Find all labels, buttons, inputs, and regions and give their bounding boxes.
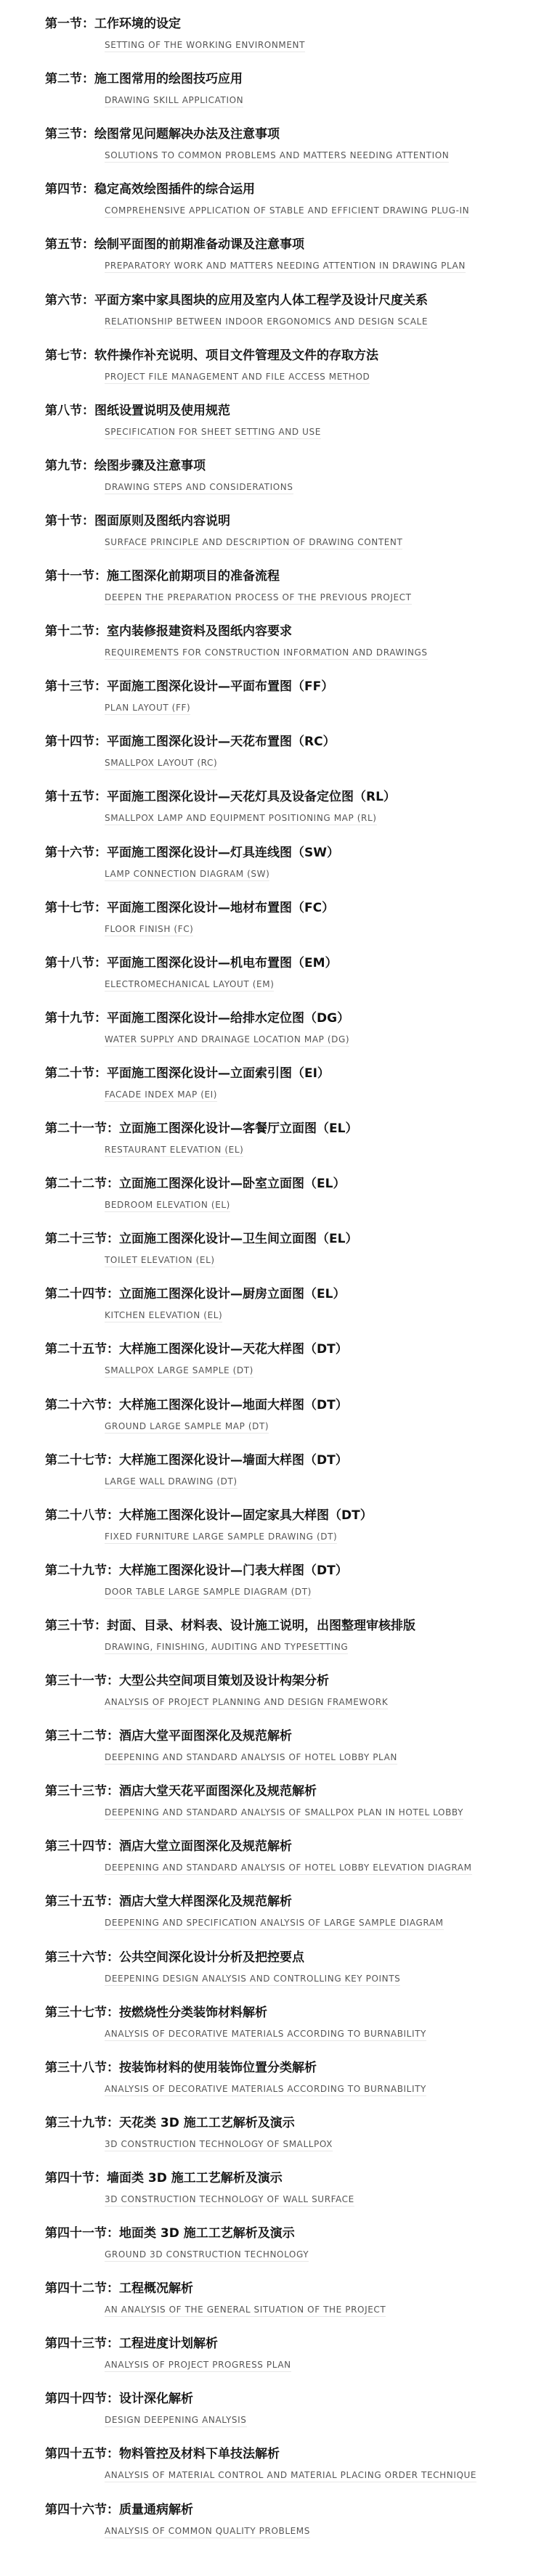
- toc-entry: [45, 1286, 552, 1334]
- section-title: 第三十一节：大型公共空间项目策划及设计构架分析: [45, 1674, 329, 1688]
- section-title: 第二十五节：大样施工图深化设计—天花大样图（DT）: [45, 1342, 348, 1357]
- section-title: 第九节：绘图步骤及注意事项: [45, 458, 206, 473]
- section-subtitle: WATER SUPPLY AND DRAINAGE LOCATION MAP (DG): [105, 1034, 350, 1044]
- section-title: 第十九节：平面施工图深化设计—给排水定位图（DG）: [45, 1010, 350, 1026]
- divider-line: [105, 1156, 243, 1157]
- toc-entry: [45, 568, 552, 616]
- section-title: 第四十一节：地面类 3D 施工工艺解析及演示: [45, 2226, 295, 2241]
- toc-entry: [45, 1176, 552, 1224]
- section-subtitle: DEEPENING AND STANDARD ANALYSIS OF HOTEL LOBBY PLAN: [105, 1752, 397, 1763]
- section-title: 第四十六节：质量通病解析: [45, 2502, 193, 2517]
- divider-line: [105, 714, 190, 715]
- section-title: 第十三节：平面施工图深化设计—平面布置图（FF）: [45, 679, 334, 695]
- section-subtitle: BEDROOM ELEVATION (EL): [105, 1200, 230, 1211]
- toc-entry: [45, 955, 552, 1003]
- section-subtitle: REQUIREMENTS FOR CONSTRUCTION INFORMATION AND DRAWINGS: [105, 647, 428, 658]
- section-title: 第十节：图面原则及图纸内容说明: [45, 513, 230, 528]
- toc-entry: [45, 2005, 552, 2053]
- section-subtitle: GROUND 3D CONSTRUCTION TECHNOLOGY: [105, 2249, 309, 2260]
- section-subtitle: SPECIFICATION FOR SHEET SETTING AND USE: [105, 426, 321, 437]
- toc-entry: [45, 2170, 552, 2218]
- section-title: 第三十八节：按装饰材料的使用装饰位置分类解析: [45, 2060, 317, 2075]
- section-title: 第二十节：平面施工图深化设计—立面索引图（EI）: [45, 1066, 330, 1081]
- toc-entry: [45, 845, 552, 893]
- section-subtitle: LAMP CONNECTION DIAGRAM (SW): [105, 868, 270, 879]
- section-title: 第十二节：室内装修报建资料及图纸内容要求: [45, 624, 292, 639]
- section-subtitle: ELECTROMECHANICAL LAYOUT (EM): [105, 978, 275, 989]
- toc-entry: [45, 293, 552, 340]
- section-subtitle: LARGE WALL DRAWING (DT): [105, 1476, 238, 1487]
- toc-entry: [45, 1950, 552, 1998]
- section-subtitle: RESTAURANT ELEVATION (EL): [105, 1145, 244, 1155]
- section-subtitle: DRAWING, FINISHING, AUDITING AND TYPESETTING: [105, 1641, 349, 1652]
- divider-line: [105, 328, 428, 329]
- toc-entry: [45, 237, 552, 285]
- divider-line: [105, 1101, 217, 1102]
- section-title: 第四十五节：物料管控及材料下单技法解析: [45, 2447, 280, 2462]
- section-subtitle: SMALLPOX LARGE SAMPLE (DT): [105, 1365, 253, 1376]
- section-title: 第二十六节：大样施工图深化设计—地面大样图（DT）: [45, 1397, 348, 1412]
- divider-line: [105, 162, 449, 163]
- section-subtitle: DEEPENING DESIGN ANALYSIS AND CONTROLLING KEY POINTS: [105, 1973, 401, 1984]
- section-subtitle: DRAWING SKILL APPLICATION: [105, 95, 244, 106]
- section-title: 第四十节：墙面类 3D 施工工艺解析及演示: [45, 2170, 283, 2185]
- section-subtitle: ANALYSIS OF DECORATIVE MATERIALS ACCORDING TO BURNABILITY: [105, 2028, 426, 2039]
- section-title: 第六节：平面方案中家具图块的应用及室内人体工程学及设计尺度关系: [45, 293, 428, 308]
- section-title: 第二十一节：立面施工图深化设计—客餐厅立面图（EL）: [45, 1121, 358, 1136]
- divider-line: [105, 383, 370, 384]
- divider-line: [105, 1433, 269, 1434]
- divider-line: [105, 1488, 238, 1489]
- section-subtitle: ANALYSIS OF DECORATIVE MATERIALS ACCORDING TO BURNABILITY: [105, 2083, 426, 2094]
- toc-entry: [45, 403, 552, 451]
- section-subtitle: FLOOR FINISH (FC): [105, 923, 194, 934]
- toc-entry: [45, 1508, 552, 1555]
- divider-line: [105, 1211, 230, 1212]
- section-title: 第十四节：平面施工图深化设计—天花布置图（RC）: [45, 735, 336, 750]
- toc-entry: [45, 1010, 552, 1058]
- section-title: 第二十七节：大样施工图深化设计—墙面大样图（DT）: [45, 1452, 348, 1468]
- divider-line: [105, 2426, 247, 2427]
- divider-line: [105, 2371, 291, 2372]
- divider-line: [105, 1653, 348, 1654]
- section-subtitle: ANALYSIS OF PROJECT PLANNING AND DESIGN FRAMEWORK: [105, 1697, 389, 1707]
- section-subtitle: 3D CONSTRUCTION TECHNOLOGY OF SMALLPOX: [105, 2138, 333, 2149]
- section-title: 第八节：图纸设置说明及使用规范: [45, 403, 230, 418]
- section-subtitle: SOLUTIONS TO COMMON PROBLEMS AND MATTERS NEEDING ATTENTION: [105, 150, 450, 161]
- section-subtitle: TOILET ELEVATION (EL): [105, 1255, 215, 1266]
- divider-line: [105, 1985, 400, 1986]
- section-title: 第十七节：平面施工图深化设计—地材布置图（FC）: [45, 900, 335, 915]
- section-title: 第二十八节：大样施工图深化设计—固定家具大样图（DT）: [45, 1508, 373, 1523]
- toc-entry: [45, 1066, 552, 1113]
- section-subtitle: SURFACE PRINCIPLE AND DESCRIPTION OF DRAWING CONTENT: [105, 536, 403, 547]
- section-subtitle: AN ANALYSIS OF THE GENERAL SITUATION OF THE PROJECT: [105, 2305, 386, 2315]
- toc-entry: [45, 348, 552, 396]
- divider-line: [105, 1543, 337, 1544]
- toc-entry: [45, 126, 552, 174]
- toc-entry: [45, 513, 552, 561]
- toc-entry: [45, 2060, 552, 2108]
- section-subtitle: RELATIONSHIP BETWEEN INDOOR ERGONOMICS AND DESIGN SCALE: [105, 316, 429, 327]
- section-subtitle: GROUND LARGE SAMPLE MAP (DT): [105, 1420, 269, 1431]
- divider-line: [105, 2095, 426, 2096]
- section-subtitle: ANALYSIS OF COMMON QUALITY PROBLEMS: [105, 2525, 310, 2536]
- toc-entry: [45, 1397, 552, 1445]
- section-title: 第四十三节：工程进度计划解析: [45, 2336, 218, 2352]
- toc-entry: [45, 1563, 552, 1611]
- section-title: 第七节：软件操作补充说明、项目文件管理及文件的存取方法: [45, 348, 378, 363]
- toc-entry: [45, 679, 552, 727]
- divider-line: [105, 1929, 444, 1930]
- toc-entry: [45, 734, 552, 782]
- section-subtitle: SMALLPOX LAMP AND EQUIPMENT POSITIONING MAP (RL): [105, 813, 377, 824]
- divider-line: [105, 217, 469, 218]
- divider-line: [105, 880, 269, 881]
- section-title: 第三十四节：酒店大堂立面图深化及规范解析: [45, 1839, 292, 1855]
- toc-entry: [45, 1839, 552, 1886]
- divider-line: [105, 659, 428, 660]
- section-title: 第二十九节：大样施工图深化设计—门表大样图（DT）: [45, 1563, 348, 1578]
- toc-entry: [45, 2446, 552, 2494]
- section-subtitle: DESIGN DEEPENING ANALYSIS: [105, 2415, 247, 2426]
- section-title: 第二十二节：立面施工图深化设计—卧室立面图（EL）: [45, 1177, 346, 1192]
- section-subtitle: DRAWING STEPS AND CONSIDERATIONS: [105, 481, 293, 492]
- toc-entry: [45, 1231, 552, 1279]
- toc-entry: [45, 1673, 552, 1721]
- divider-line: [105, 2261, 309, 2262]
- section-subtitle: 3D CONSTRUCTION TECHNOLOGY OF WALL SURFACE: [105, 2193, 354, 2204]
- section-title: 第十八节：平面施工图深化设计—机电布置图（EM）: [45, 955, 338, 970]
- divider-line: [105, 604, 412, 605]
- toc-entry: [45, 2115, 552, 2163]
- divider-line: [105, 1874, 472, 1875]
- toc-entry: [45, 2391, 552, 2439]
- divider-line: [105, 1598, 312, 1599]
- section-subtitle: ANALYSIS OF MATERIAL CONTROL AND MATERIAL PLACING ORDER TECHNIQUE: [105, 2470, 477, 2481]
- section-title: 第十六节：平面施工图深化设计—灯具连线图（SW）: [45, 845, 339, 860]
- toc-entry: [45, 900, 552, 948]
- toc-entry: [45, 458, 552, 506]
- section-title: 第二节：施工图常用的绘图技巧应用: [45, 72, 243, 87]
- toc-entry: [45, 1894, 552, 1942]
- toc-entry: [45, 1728, 552, 1776]
- toc-entry: [45, 1121, 552, 1169]
- divider-line: [105, 1764, 397, 1765]
- section-subtitle: DEEPEN THE PREPARATION PROCESS OF THE PREVIOUS PROJECT: [105, 592, 412, 602]
- toc-entry: [45, 2225, 552, 2273]
- section-title: 第四节：稳定高效绘图插件的综合运用: [45, 182, 255, 197]
- divider-line: [105, 769, 217, 770]
- section-subtitle: COMPREHENSIVE APPLICATION OF STABLE AND EFFICIENT DRAWING PLUG-IN: [105, 205, 470, 216]
- divider-line: [105, 2316, 386, 2317]
- section-title: 第四十二节：工程概况解析: [45, 2281, 193, 2297]
- section-subtitle: DOOR TABLE LARGE SAMPLE DIAGRAM (DT): [105, 1586, 312, 1597]
- section-subtitle: FACADE INDEX MAP (EI): [105, 1089, 218, 1100]
- toc-entry: [45, 623, 552, 671]
- section-title: 第一节：工作环境的设定: [45, 17, 181, 31]
- section-title: 第四十四节：设计深化解析: [45, 2392, 193, 2407]
- section-subtitle: PREPARATORY WORK AND MATTERS NEEDING ATTENTION IN DRAWING PLAN: [105, 261, 466, 271]
- section-title: 第三十二节：酒店大堂平面图深化及规范解析: [45, 1729, 292, 1744]
- section-title: 第二十四节：立面施工图深化设计—厨房立面图（EL）: [45, 1287, 346, 1302]
- section-subtitle: PROJECT FILE MANAGEMENT AND FILE ACCESS METHOD: [105, 371, 370, 382]
- section-title: 第三十六节：公共空间深化设计分析及把控要点: [45, 1950, 304, 1965]
- toc-entry: [45, 1618, 552, 1666]
- section-title: 第二十三节：立面施工图深化设计—卫生间立面图（EL）: [45, 1232, 358, 1247]
- section-title: 第三十九节：天花类 3D 施工工艺解析及演示: [45, 2115, 295, 2130]
- divider-line: [105, 2206, 354, 2207]
- toc-entry: [45, 181, 552, 229]
- section-subtitle: PLAN LAYOUT (FF): [105, 703, 191, 713]
- toc-entry: [45, 2336, 552, 2384]
- section-title: 第五节：绘制平面图的前期准备动课及注意事项: [45, 237, 304, 253]
- section-subtitle: DEEPENING AND STANDARD ANALYSIS OF HOTEL LOBBY ELEVATION DIAGRAM: [105, 1863, 472, 1873]
- divider-line: [105, 1377, 253, 1378]
- toc-entry: [45, 2502, 552, 2550]
- section-subtitle: DEEPENING AND STANDARD ANALYSIS OF SMALLPOX PLAN IN HOTEL LOBBY: [105, 1807, 464, 1818]
- section-subtitle: ANALYSIS OF PROJECT PROGRESS PLAN: [105, 2360, 291, 2371]
- section-subtitle: FIXED FURNITURE LARGE SAMPLE DRAWING (DT): [105, 1531, 338, 1542]
- section-subtitle: SMALLPOX LAYOUT (RC): [105, 758, 218, 769]
- toc-entry: [45, 789, 552, 837]
- divider-line: [105, 438, 321, 439]
- toc-entry: [45, 1783, 552, 1831]
- divider-line: [105, 1046, 349, 1047]
- section-subtitle: DEEPENING AND SPECIFICATION ANALYSIS OF LARGE SAMPLE DIAGRAM: [105, 1918, 444, 1929]
- toc-entry: [45, 2281, 552, 2328]
- section-title: 第三十七节：按燃烧性分类装饰材料解析: [45, 2005, 267, 2020]
- divider-line: [105, 2040, 426, 2041]
- divider-line: [105, 1819, 463, 1820]
- section-title: 第十五节：平面施工图深化设计—天花灯具及设备定位图（RL）: [45, 790, 396, 805]
- toc-entry: [45, 1341, 552, 1389]
- section-title: 第三节：绘图常见问题解决办法及注意事项: [45, 127, 280, 142]
- toc-entry: [45, 16, 552, 64]
- section-title: 第三十五节：酒店大堂大样图深化及规范解析: [45, 1894, 292, 1910]
- section-subtitle: SETTING OF THE WORKING ENVIRONMENT: [105, 40, 306, 50]
- section-subtitle: KITCHEN ELEVATION (EL): [105, 1310, 223, 1321]
- section-title: 第十一节：施工图深化前期项目的准备流程: [45, 569, 280, 584]
- section-title: 第三十节：封面、目录、材料表、设计施工说明，出图整理审核排版: [45, 1618, 415, 1633]
- toc-entry: [45, 71, 552, 119]
- section-title: 第三十三节：酒店大堂天花平面图深化及规范解析: [45, 1784, 317, 1799]
- divider-line: [105, 272, 466, 273]
- toc-entry: [45, 1452, 552, 1500]
